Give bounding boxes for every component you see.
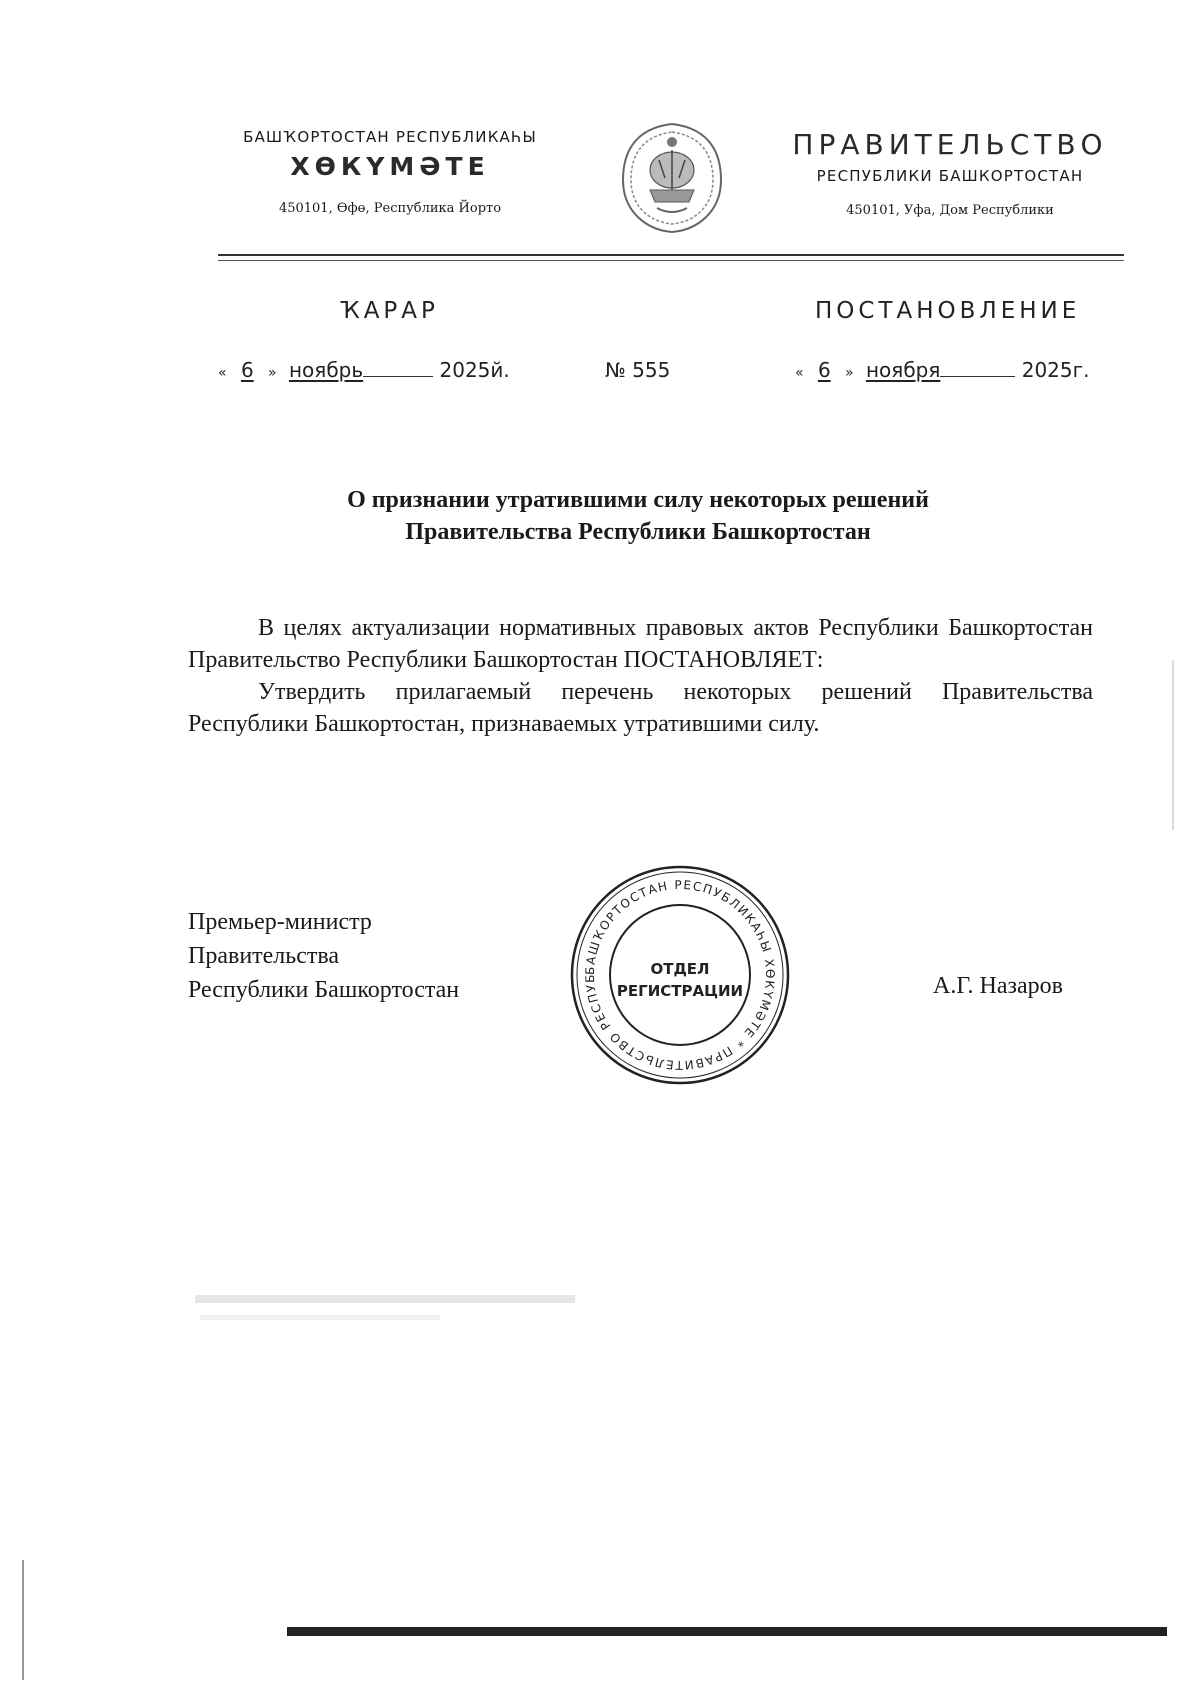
- position-line-2: Правительства: [188, 943, 340, 969]
- stamp-center-line-1: ОТДЕЛ: [650, 960, 710, 978]
- stamp-ring-text: БАШҠОРТОСТАН РЕСПУБЛИКАҺЫ ХӨКҮМӘТЕ * ПРАВИТЕЛЬСТВО РЕСПУБ: [582, 877, 778, 1073]
- stamp-center-line-2: РЕГИСТРАЦИИ: [616, 982, 744, 1000]
- position-line-1: Премьер-министр: [188, 909, 372, 935]
- date-left-close-quote: »: [268, 365, 277, 381]
- scan-edge-left: [22, 1560, 24, 1680]
- position-line-3: Республики Башкортостан: [188, 977, 460, 1003]
- date-left-month: ноябрь: [288, 358, 364, 382]
- title-line-2: Правительства Республики Башкортостан: [405, 519, 871, 545]
- date-right-open-quote: «: [795, 365, 804, 381]
- date-right-year: 2025г.: [1021, 358, 1090, 382]
- body-paragraph-2: Утвердить прилагаемый перечень некоторых решений Правительства Республики Башкортостан, признаваемых утратившими силу.: [188, 679, 1093, 737]
- right-org-title: ПРАВИТЕЛЬСТВО: [792, 128, 1108, 161]
- document-body: [188, 612, 1093, 740]
- date-right: [795, 358, 1090, 382]
- signatory-name: А.Г. Назаров: [933, 973, 1063, 999]
- scan-edge-right: [1172, 660, 1174, 830]
- body-paragraph-1: В целях актуализации нормативных правовых актов Республики Башкортостан Правительство Республики Башкортостан ПОСТАНОВЛЯЕТ:: [188, 615, 1093, 673]
- header-left-block: [190, 128, 590, 216]
- title-line-1: О признании утратившими силу некоторых решений: [347, 487, 929, 513]
- right-org-name: РЕСПУБЛИКИ БАШКОРТОСТАН: [816, 167, 1084, 185]
- date-left-open-quote: «: [218, 365, 227, 381]
- bottom-scan-bar: [287, 1627, 1167, 1636]
- header-right-block: [775, 128, 1125, 218]
- header-divider-thick: [218, 254, 1124, 256]
- date-right-month: ноября: [865, 358, 941, 382]
- date-left-fill: [363, 358, 433, 377]
- right-address: 450101, Уфа, Дом Республики: [846, 203, 1054, 218]
- date-right-day: 6: [817, 358, 831, 382]
- scan-smudge-2: [200, 1315, 440, 1320]
- doc-type-right: ПОСТАНОВЛЕНИЕ: [815, 298, 1081, 324]
- document-number: № 555: [605, 358, 671, 382]
- date-right-close-quote: »: [845, 365, 854, 381]
- registration-stamp: [567, 862, 793, 1088]
- date-left-day: 6: [240, 358, 254, 382]
- date-left: [218, 358, 510, 382]
- signatory-position: [188, 905, 459, 1007]
- left-org-title: ХӨКҮМӘТЕ: [290, 152, 490, 181]
- date-right-fill: [940, 358, 1015, 377]
- header-divider-thin: [218, 260, 1124, 261]
- date-left-year: 2025й.: [439, 358, 510, 382]
- document-title: [188, 484, 1088, 548]
- scan-smudge: [195, 1295, 575, 1303]
- left-org-name: БАШҠОРТОСТАН РЕСПУБЛИКАҺЫ: [243, 128, 537, 146]
- doc-type-left: ҠАРАР: [340, 298, 439, 324]
- coat-of-arms-icon: [617, 120, 727, 235]
- left-address: 450101, Өфө, Республика Йорто: [278, 201, 502, 216]
